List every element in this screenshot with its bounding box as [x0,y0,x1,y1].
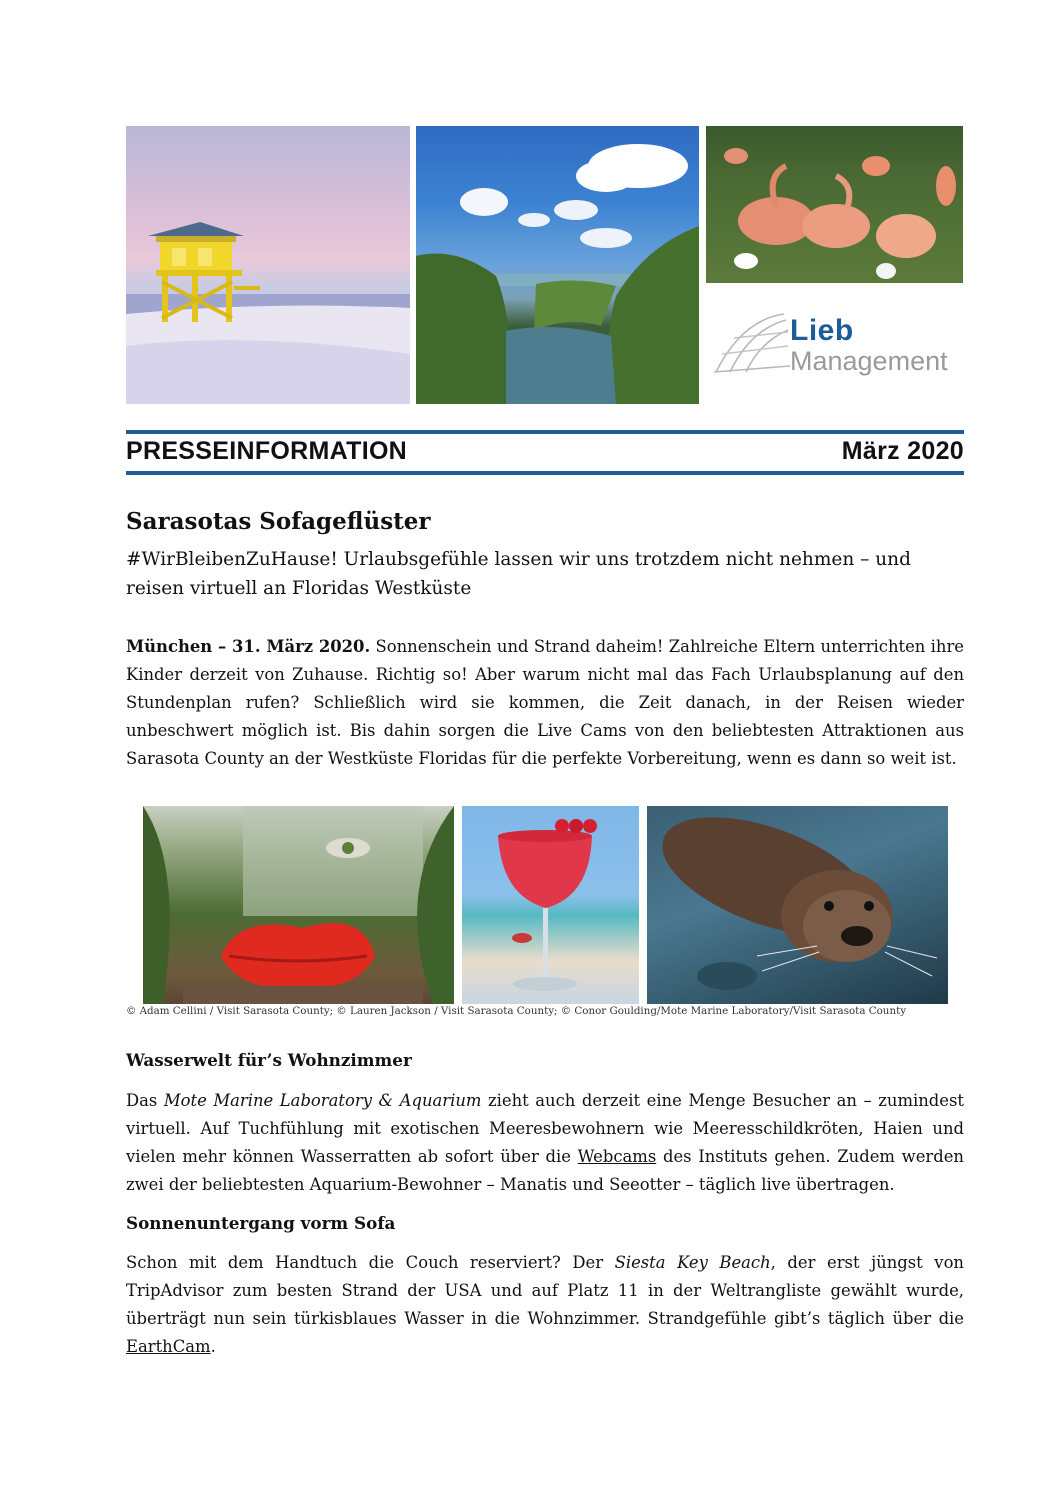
section-title-sunset: Sonnenuntergang vorm Sofa [126,1213,396,1233]
lieb-management-logo [712,306,962,386]
webcams-link[interactable]: Webcams [577,1147,657,1166]
lips-sofa-greenhouse-photo [143,806,454,1004]
red-cocktail-beach-photo [462,806,639,1004]
article-headline: Sarasotas Sofageflüster [126,508,431,535]
press-info-label: PRESSEINFORMATION [126,437,408,465]
mangrove-river-photo [416,126,699,404]
sunset-text-2: , der erst jüngst von TripAdvisor zum besten Strand der USA und auf Platz 11 in der Weltrangliste gewählt wurde, überträgt nun sein türkisblaues Wasser in die Wohnzimmer. Strandgefühle gibt’s täglich über die [126,1253,964,1328]
intro-paragraph [126,633,964,773]
photo-credit: © Adam Cellini / Visit Sarasota County; © Lauren Jackson / Visit Sarasota County; © Conor Goulding/Mote Marine Laboratory/Visit Sarasota County [126,1005,907,1017]
sunset-text-1: Schon mit dem Handtuch die Couch reserviert? Der [126,1253,615,1272]
header-rule-bottom [126,471,964,475]
mote-marine-name: Mote Marine Laboratory & Aquarium [163,1091,482,1110]
water-text-2: zieht auch derzeit eine Menge Besucher an – zumindest virtuell. Auf Tuchfühlung mit exotischen Meeresbewohnern wie Meeresschildkröten, Haien und vielen mehr können Wasserratten ab sofort über die [126,1091,964,1166]
article-subline: #WirBleibenZuHause! Urlaubsgefühle lassen wir uns trotzdem nicht nehmen – und reisen virtuell an Floridas Westküste [126,549,911,599]
beach-lifeguard-tower-photo [126,126,410,404]
otter-underwater-photo [647,806,948,1004]
section-title-water: Wasserwelt für’s Wohnzimmer [126,1050,412,1070]
dateline: München – 31. März 2020. [126,637,371,656]
logo-word-management: Management [790,346,948,376]
water-text-3: des Instituts gehen. Zudem werden zwei der beliebtesten Aquarium-Bewohner – Manatis und Seeotter – täglich live übertragen. [126,1147,964,1194]
siesta-key-name: Siesta Key Beach [614,1253,771,1272]
flamingos-photo [706,126,963,283]
water-paragraph [126,1087,964,1199]
earthcam-link[interactable]: EarthCam [126,1337,211,1356]
sunset-paragraph [126,1249,964,1361]
water-text-1: Das [126,1091,164,1110]
logo-word-lieb: Lieb [790,314,854,347]
sunset-text-3: . [210,1337,216,1356]
press-date: März 2020 [841,437,964,465]
intro-text: Sonnenschein und Strand daheim! Zahlreiche Eltern unterrichten ihre Kinder derzeit von Zuhause. Richtig so! Aber warum nicht mal das Fach Urlaubsplanung auf den Stundenplan rufen? Schließlich wird sie kommen, die Zeit danach, in der Reisen wieder unbeschwert möglich ist. Bis dahin sorgen die Live Cams von den beliebtesten Attraktionen aus Sarasota County an der Westküste Floridas für die perfekte Vorbereitung, wenn es dann so weit ist. [126,637,964,768]
header-rule-top [126,430,964,434]
